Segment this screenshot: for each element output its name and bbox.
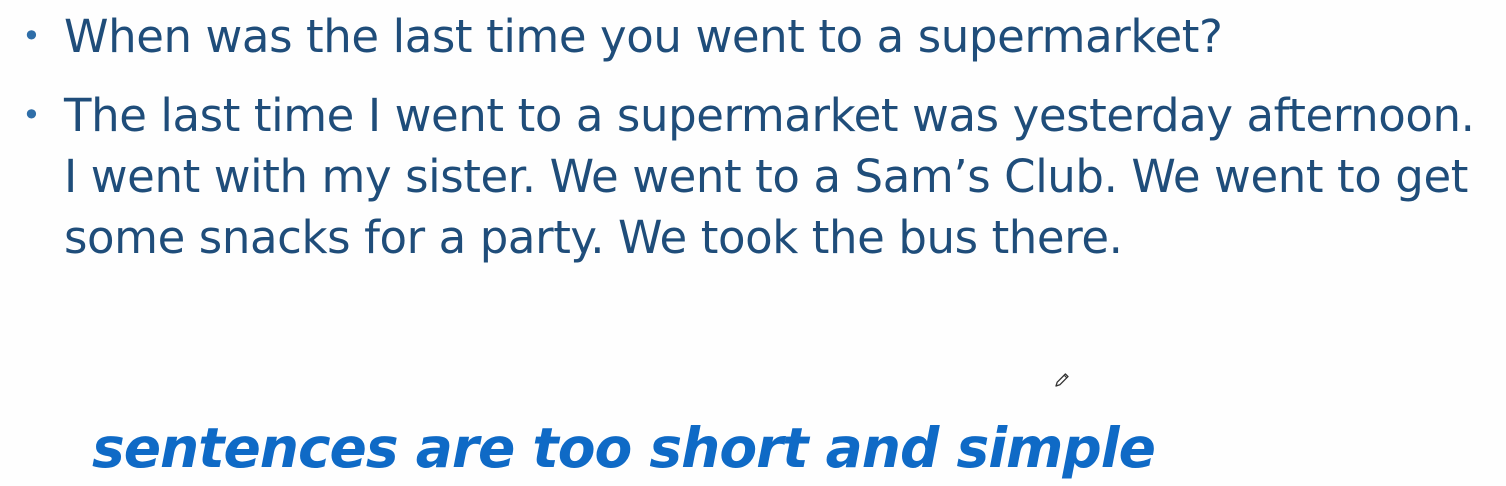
annotation-text: sentences are too short and simple [92,416,1155,480]
bullet-answer [22,85,1492,268]
bullet-marker: • [22,17,41,55]
bullet-marker: • [22,96,41,134]
bullet-question [22,6,1492,67]
answer-text: The last time I went to a supermarket was yesterday afternoon. I went with my sister. We went to a Sam’s Club. We went to get some snacks for a party. We took the bus there. [64,89,1475,264]
question-text: When was the last time you went to a supermarket? [64,10,1223,63]
pencil-icon [1052,370,1072,390]
bullet-list [22,6,1492,268]
